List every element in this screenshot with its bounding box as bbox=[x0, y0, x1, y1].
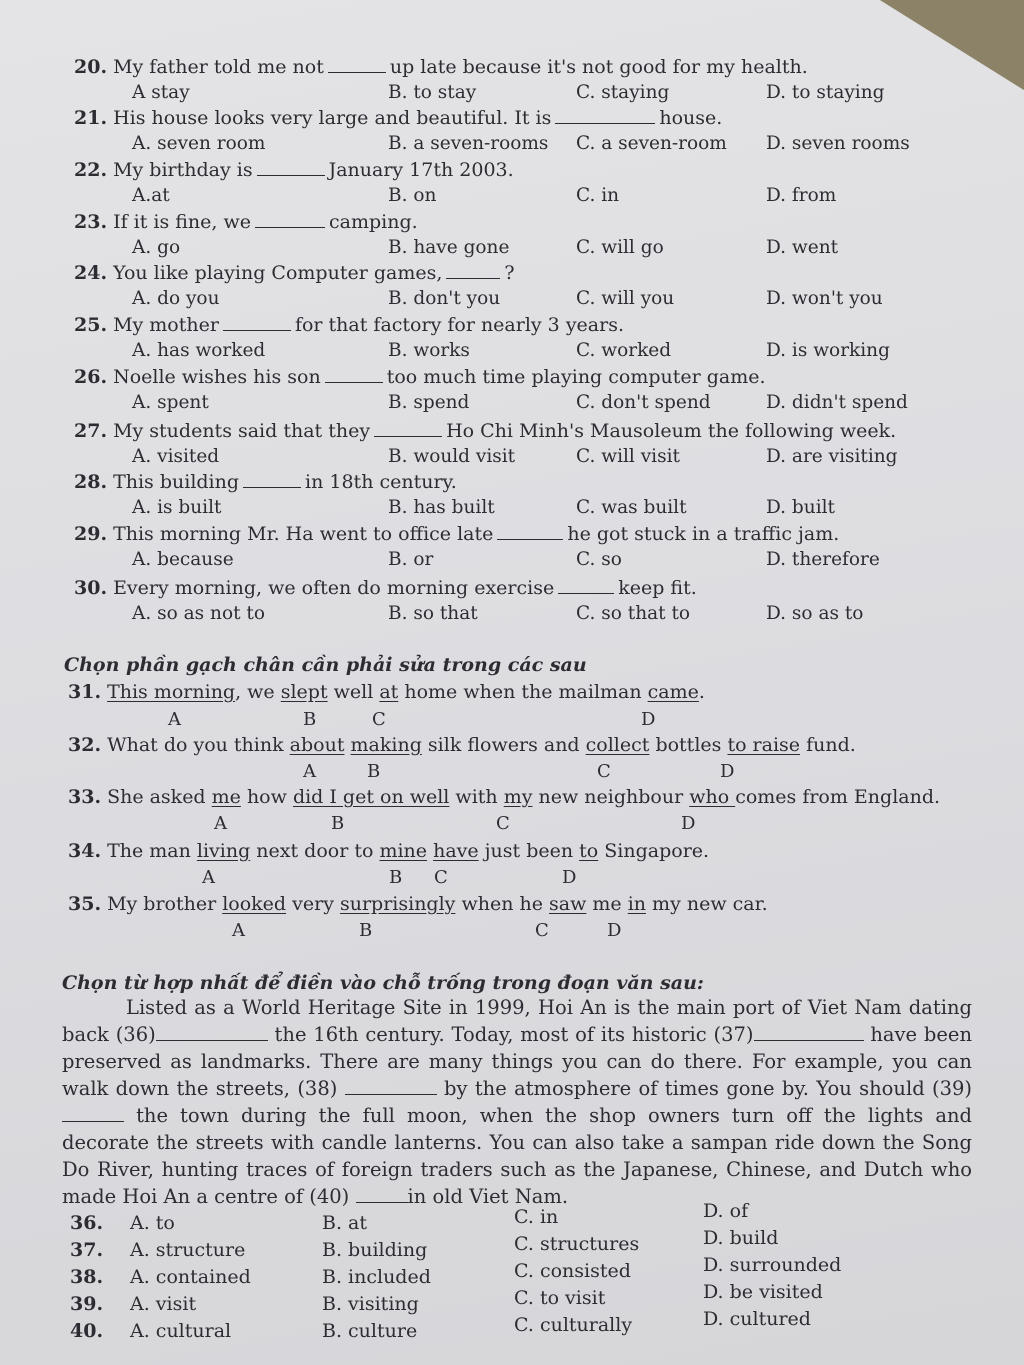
underlined-part-c: at bbox=[379, 681, 399, 703]
option-c: C. will visit bbox=[576, 446, 680, 467]
letter-b: B bbox=[303, 709, 317, 730]
sentence-text: just been bbox=[478, 840, 580, 862]
question-30 bbox=[74, 577, 697, 599]
question-21 bbox=[74, 107, 722, 129]
question-text: in 18th century. bbox=[305, 471, 457, 493]
question-34 bbox=[68, 840, 709, 862]
underlined-part-b: did I get on well bbox=[292, 786, 450, 808]
question-number: 31. bbox=[68, 681, 102, 703]
option-b: B. so that bbox=[388, 603, 478, 624]
cloze-number: 40. bbox=[70, 1320, 104, 1342]
underlined-part-d: to raise bbox=[727, 734, 801, 756]
option-a: A. visit bbox=[130, 1293, 197, 1315]
passage-text: the 16th century. Today, most of its historic (37) bbox=[274, 1023, 754, 1046]
underlined-part-a: looked bbox=[222, 893, 287, 915]
question-text: Every morning, we often do morning exercise bbox=[113, 577, 555, 599]
option-b: B. culture bbox=[322, 1320, 418, 1342]
question-28 bbox=[74, 471, 457, 493]
sentence-text: . bbox=[698, 681, 705, 703]
question-31 bbox=[68, 681, 705, 703]
underlined-part-d: came bbox=[647, 681, 699, 703]
option-b: B. have gone bbox=[388, 237, 510, 258]
question-text: Ho Chi Minh's Mausoleum the following week. bbox=[446, 420, 897, 442]
question-text: keep fit. bbox=[618, 577, 697, 599]
sentence-text: , we bbox=[235, 681, 281, 703]
question-text: ? bbox=[504, 262, 515, 284]
option-c: C. so that to bbox=[576, 603, 691, 624]
option-b: B. spend bbox=[388, 392, 470, 413]
cloze-number: 38. bbox=[70, 1266, 104, 1288]
option-b: B. has built bbox=[388, 497, 495, 518]
sentence-text: how bbox=[240, 786, 293, 808]
option-d: D. built bbox=[766, 497, 835, 518]
option-c: C. a seven-room bbox=[576, 133, 727, 154]
underlined-part-b: slept bbox=[280, 681, 328, 703]
sentence-text: next door to bbox=[250, 840, 380, 862]
underlined-part-c: my bbox=[503, 786, 533, 808]
underlined-part-a: me bbox=[211, 786, 241, 808]
option-c: C. was built bbox=[576, 497, 687, 518]
question-35 bbox=[68, 893, 768, 915]
option-a: A. so as not to bbox=[132, 603, 265, 624]
question-20 bbox=[74, 56, 808, 78]
letter-b: B bbox=[389, 867, 403, 888]
option-c: C. consisted bbox=[514, 1260, 631, 1282]
question-24 bbox=[74, 262, 515, 284]
option-b: B. to stay bbox=[388, 82, 477, 103]
option-c: C. don't spend bbox=[576, 392, 711, 413]
cloze-number: 36. bbox=[70, 1212, 104, 1234]
underlined-part-a: about bbox=[289, 734, 345, 756]
option-b: B. included bbox=[322, 1266, 431, 1288]
question-number: 21. bbox=[74, 107, 108, 129]
option-a: A. contained bbox=[130, 1266, 251, 1288]
option-c: C. culturally bbox=[514, 1314, 633, 1336]
question-number: 20. bbox=[74, 56, 108, 78]
answer-blank bbox=[328, 58, 386, 73]
question-text: This building bbox=[113, 471, 240, 493]
blank-40 bbox=[356, 1188, 408, 1203]
answer-blank bbox=[223, 316, 291, 331]
letter-c: C bbox=[434, 867, 448, 888]
reading-passage bbox=[62, 994, 972, 1210]
sentence-text: new neighbour bbox=[532, 786, 690, 808]
question-text: You like playing Computer games, bbox=[113, 262, 443, 284]
letter-a: A bbox=[232, 920, 245, 941]
option-d: D. so as to bbox=[766, 603, 864, 624]
question-33 bbox=[68, 786, 940, 808]
option-d: D. didn't spend bbox=[766, 392, 908, 413]
question-text: My students said that they bbox=[113, 420, 371, 442]
sentence-text: bottles bbox=[649, 734, 728, 756]
underlined-part-c: have bbox=[433, 840, 479, 862]
answer-blank bbox=[374, 422, 442, 437]
option-a: A. spent bbox=[132, 392, 209, 413]
option-d: D. therefore bbox=[766, 549, 880, 570]
answer-blank bbox=[555, 109, 655, 124]
question-number: 34. bbox=[68, 840, 102, 862]
question-text: My mother bbox=[113, 314, 219, 336]
blank-39 bbox=[62, 1107, 124, 1122]
question-27 bbox=[74, 420, 896, 442]
question-text: up late because it's not good for my health. bbox=[389, 56, 808, 78]
sentence-text: well bbox=[327, 681, 380, 703]
question-number: 22. bbox=[74, 159, 108, 181]
option-a: A. cultural bbox=[130, 1320, 232, 1342]
option-a: A. visited bbox=[132, 446, 220, 467]
underlined-part-a: This morning bbox=[107, 681, 236, 703]
question-text: My father told me not bbox=[113, 56, 324, 78]
cloze-number: 39. bbox=[70, 1293, 104, 1315]
sentence-text: very bbox=[286, 893, 340, 915]
letter-c: C bbox=[496, 813, 510, 834]
sentence-text: The man bbox=[107, 840, 197, 862]
letter-b: B bbox=[367, 761, 381, 782]
answer-blank bbox=[558, 579, 614, 594]
option-b: B. works bbox=[388, 340, 470, 361]
question-text: My birthday is bbox=[113, 159, 253, 181]
question-number: 30. bbox=[74, 577, 108, 599]
option-b: B. don't you bbox=[388, 288, 501, 309]
underlined-part-d: who bbox=[689, 786, 736, 808]
answer-blank bbox=[446, 264, 500, 279]
option-a: A. has worked bbox=[132, 340, 266, 361]
question-text: for that factory for nearly 3 years. bbox=[294, 314, 624, 336]
option-d: D. surrounded bbox=[703, 1254, 842, 1276]
option-c: C. will you bbox=[576, 288, 675, 309]
section-title-error-correction: Chọn phần gạch chân cần phải sửa trong các sau bbox=[64, 654, 587, 676]
option-a: A. because bbox=[132, 549, 234, 570]
underlined-part-c: saw bbox=[549, 893, 587, 915]
sentence-text: fund. bbox=[800, 734, 856, 756]
underlined-part-b: making bbox=[350, 734, 422, 756]
option-c: C. staying bbox=[576, 82, 670, 103]
letter-d: D bbox=[607, 920, 622, 941]
cloze-number: 37. bbox=[70, 1239, 104, 1261]
option-c: C. structures bbox=[514, 1233, 640, 1255]
letter-d: D bbox=[562, 867, 577, 888]
option-c: C. in bbox=[576, 185, 620, 206]
sentence-text: when he bbox=[455, 893, 549, 915]
option-d: D. be visited bbox=[703, 1281, 823, 1303]
question-number: 23. bbox=[74, 211, 108, 233]
option-a: A. go bbox=[132, 237, 181, 258]
passage-text: the town during the full moon, when the shop owners turn off the lights and decorate the streets with candle lanterns. You can also take a sampan ride down the Song Do River, hunting traces of foreign traders such as the Japanese, Chinese, and Dutch who made Hoi An a centre of (40) bbox=[62, 1104, 972, 1208]
blank-36 bbox=[156, 1026, 268, 1041]
question-25 bbox=[74, 314, 624, 336]
option-b: B. a seven-rooms bbox=[388, 133, 549, 154]
option-d: D. cultured bbox=[703, 1308, 811, 1330]
letter-c: C bbox=[535, 920, 549, 941]
question-text: January 17th 2003. bbox=[328, 159, 514, 181]
question-26 bbox=[74, 366, 766, 388]
sentence-text: my new car. bbox=[646, 893, 768, 915]
question-number: 32. bbox=[68, 734, 102, 756]
passage-text: Listed as a World Heritage Site in 1999, Hoi An is the main port of Viet Nam dating back bbox=[62, 996, 972, 1046]
option-d: D. are visiting bbox=[766, 446, 898, 467]
passage-text: have been preserved as landmarks. There are many things you can do there. For example, you can walk down the streets, (38) bbox=[62, 1023, 973, 1100]
sentence-text: me bbox=[586, 893, 628, 915]
question-number: 25. bbox=[74, 314, 108, 336]
passage-text: (36) bbox=[115, 1023, 156, 1046]
option-d: D. won't you bbox=[766, 288, 883, 309]
sentence-text: home when the mailman bbox=[398, 681, 648, 703]
option-a: A stay bbox=[132, 82, 190, 103]
letter-a: A bbox=[168, 709, 181, 730]
option-c: C. worked bbox=[576, 340, 672, 361]
question-text: If it is fine, we bbox=[113, 211, 251, 233]
letter-c: C bbox=[372, 709, 386, 730]
letter-d: D bbox=[641, 709, 656, 730]
question-text: His house looks very large and beautiful. It is bbox=[113, 107, 552, 129]
option-b: B. on bbox=[388, 185, 437, 206]
blank-38 bbox=[345, 1080, 437, 1095]
option-b: B. would visit bbox=[388, 446, 516, 467]
question-number: 24. bbox=[74, 262, 108, 284]
question-22 bbox=[74, 159, 514, 181]
letter-a: A bbox=[303, 761, 316, 782]
answer-blank bbox=[257, 161, 325, 176]
letter-a: A bbox=[214, 813, 227, 834]
letter-d: D bbox=[720, 761, 735, 782]
sentence-text: She asked bbox=[107, 786, 212, 808]
passage-text: by the atmosphere of times gone by. You should (39) bbox=[444, 1077, 973, 1100]
option-d: D. from bbox=[766, 185, 837, 206]
question-number: 26. bbox=[74, 366, 108, 388]
sentence-text: My brother bbox=[107, 893, 223, 915]
question-text: house. bbox=[659, 107, 723, 129]
letter-a: A bbox=[202, 867, 215, 888]
question-text: This morning Mr. Ha went to office late bbox=[113, 523, 494, 545]
sentence-text: What do you think bbox=[107, 734, 290, 756]
letter-d: D bbox=[681, 813, 696, 834]
question-number: 29. bbox=[74, 523, 108, 545]
question-text: too much time playing computer game. bbox=[386, 366, 766, 388]
option-c: C. so bbox=[576, 549, 622, 570]
option-c: C. to visit bbox=[514, 1287, 606, 1309]
underlined-part-a: living bbox=[196, 840, 251, 862]
underlined-part-d: in bbox=[627, 893, 647, 915]
option-d: D. of bbox=[703, 1200, 749, 1222]
question-number: 35. bbox=[68, 893, 102, 915]
option-a: A. is built bbox=[132, 497, 222, 518]
option-b: B. visiting bbox=[322, 1293, 419, 1315]
underlined-part-b: surprisingly bbox=[339, 893, 456, 915]
sentence-text: comes from England. bbox=[735, 786, 941, 808]
answer-blank bbox=[255, 213, 325, 228]
answer-blank bbox=[497, 525, 563, 540]
question-number: 27. bbox=[74, 420, 108, 442]
question-text: he got stuck in a traffic jam. bbox=[567, 523, 840, 545]
question-32 bbox=[68, 734, 856, 756]
blank-37 bbox=[754, 1026, 864, 1041]
passage-text: in old Viet Nam. bbox=[407, 1185, 569, 1208]
sentence-text: Singapore. bbox=[598, 840, 710, 862]
option-b: B. or bbox=[388, 549, 434, 570]
question-number: 28. bbox=[74, 471, 108, 493]
question-text: Noelle wishes his son bbox=[113, 366, 321, 388]
letter-b: B bbox=[331, 813, 345, 834]
question-29 bbox=[74, 523, 839, 545]
question-23 bbox=[74, 211, 418, 233]
option-d: D. to staying bbox=[766, 82, 885, 103]
sentence-text: silk flowers and bbox=[421, 734, 586, 756]
question-text: camping. bbox=[329, 211, 418, 233]
option-a: A.at bbox=[132, 185, 170, 206]
underlined-part-b: mine bbox=[379, 840, 428, 862]
letter-b: B bbox=[359, 920, 373, 941]
option-b: B. at bbox=[322, 1212, 368, 1234]
option-d: D. build bbox=[703, 1227, 779, 1249]
question-number: 33. bbox=[68, 786, 102, 808]
option-c: C. in bbox=[514, 1206, 559, 1228]
option-a: A. do you bbox=[132, 288, 220, 309]
letter-c: C bbox=[597, 761, 611, 782]
option-d: D. seven rooms bbox=[766, 133, 910, 154]
underlined-part-d: to bbox=[579, 840, 599, 862]
option-a: A. structure bbox=[130, 1239, 246, 1261]
underlined-part-c: collect bbox=[585, 734, 650, 756]
answer-blank bbox=[325, 368, 383, 383]
option-d: D. is working bbox=[766, 340, 890, 361]
answer-blank bbox=[243, 473, 301, 488]
option-d: D. went bbox=[766, 237, 839, 258]
section-title-cloze: Chọn từ hợp nhất để điền vào chỗ trống trong đoạn văn sau: bbox=[62, 972, 704, 994]
sentence-text: with bbox=[449, 786, 504, 808]
option-c: C. will go bbox=[576, 237, 664, 258]
option-a: A. seven room bbox=[132, 133, 266, 154]
option-a: A. to bbox=[130, 1212, 175, 1234]
option-b: B. building bbox=[322, 1239, 428, 1261]
